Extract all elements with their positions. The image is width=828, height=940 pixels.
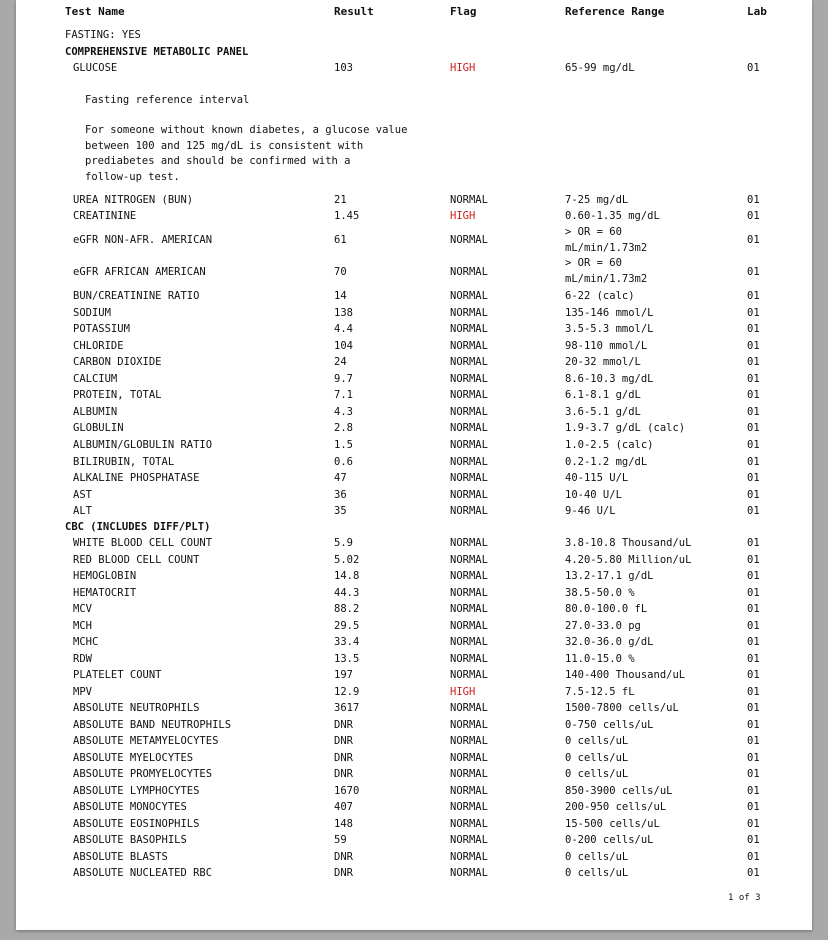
result-row-glucose [16, 60, 812, 76]
test-flag: NORMAL [450, 505, 488, 518]
test-lab: 01 [747, 867, 760, 879]
test-flag: NORMAL [450, 817, 488, 830]
fasting-line [16, 27, 812, 43]
test-result: DNR [334, 850, 353, 863]
test-reference: 850-3900 cells/uL [565, 784, 673, 797]
test-reference: 4.20-5.80 Million/uL [565, 553, 692, 566]
test-flag: NORMAL [450, 784, 488, 797]
test-flag: NORMAL [450, 751, 488, 764]
test-result: DNR [334, 867, 353, 879]
test-lab: 01 [747, 669, 760, 681]
test-name: ALBUMIN/GLOBULIN RATIO [73, 438, 213, 451]
test-result: 59 [334, 834, 347, 846]
result-row [16, 634, 812, 650]
test-flag: NORMAL [450, 553, 488, 566]
result-row [16, 192, 812, 208]
test-reference: 98-110 mmol/L [565, 339, 648, 352]
test-flag: NORMAL [450, 718, 488, 731]
test-name: ABSOLUTE BLASTS [73, 850, 168, 863]
test-result: 13.5 [334, 652, 360, 665]
test-name: RDW [73, 652, 92, 665]
test-name: MCHC [73, 636, 99, 648]
test-flag: NORMAL [450, 389, 488, 402]
test-name: GLOBULIN [73, 422, 124, 435]
test-reference: 0-750 cells/uL [565, 718, 654, 731]
test-result: DNR [334, 718, 353, 731]
section-cbc [16, 519, 812, 535]
col-flag: Flag [450, 5, 477, 18]
test-reference: 3.6-5.1 g/dL [565, 405, 641, 418]
result-row [16, 420, 812, 436]
test-flag: NORMAL [450, 194, 488, 206]
test-result: 12.9 [334, 685, 360, 698]
test-result: 1.45 [334, 210, 360, 222]
result-row [16, 700, 812, 716]
result-row [16, 437, 812, 453]
test-name: RED BLOOD CELL COUNT [73, 553, 200, 566]
test-name: HEMATOCRIT [73, 586, 137, 599]
test-reference: 0 cells/uL [565, 751, 629, 764]
result-row [16, 750, 812, 766]
test-reference: 1.0-2.5 (calc) [565, 438, 654, 451]
test-name: UREA NITROGEN (BUN) [73, 194, 194, 206]
col-test-name: Test Name [65, 5, 125, 18]
test-name: ABSOLUTE NEUTROPHILS [73, 702, 200, 714]
test-flag: NORMAL [450, 438, 488, 451]
test-name: PROTEIN, TOTAL [73, 389, 162, 402]
test-lab: 01 [747, 194, 760, 206]
test-name: GLUCOSE [73, 62, 118, 74]
test-flag: HIGH [450, 210, 476, 222]
test-result: 0.6 [334, 455, 353, 468]
test-name: CARBON DIOXIDE [73, 356, 162, 369]
result-row [16, 684, 812, 700]
col-result: Result [334, 5, 374, 18]
test-name: ABSOLUTE PROMYELOCYTES [73, 768, 213, 780]
test-lab: 01 [747, 234, 760, 246]
test-result: 29.5 [334, 619, 360, 632]
result-row [16, 585, 812, 601]
test-lab: 01 [747, 356, 760, 369]
test-name: ABSOLUTE MONOCYTES [73, 801, 187, 813]
test-flag: NORMAL [450, 603, 488, 615]
test-flag: NORMAL [450, 339, 488, 352]
test-lab: 01 [747, 505, 760, 518]
test-reference: 200-950 cells/uL [565, 801, 667, 813]
result-row [16, 470, 812, 486]
test-lab: 01 [747, 405, 760, 418]
result-row [16, 321, 812, 337]
test-flag: NORMAL [450, 266, 488, 278]
test-name: ABSOLUTE NUCLEATED RBC [73, 867, 213, 879]
test-flag: NORMAL [450, 850, 488, 863]
test-lab: 01 [747, 210, 760, 222]
test-lab: 01 [747, 266, 760, 278]
result-row [16, 288, 812, 304]
test-reference: mL/min/1.73m2 [565, 241, 648, 254]
test-name: ABSOLUTE MYELOCYTES [73, 751, 194, 764]
result-row [16, 487, 812, 503]
test-result: 36 [334, 488, 347, 501]
result-row [16, 264, 812, 280]
report-page [16, 0, 812, 930]
test-result: 61 [334, 234, 347, 246]
test-name: ALT [73, 505, 92, 518]
test-lab: 01 [747, 537, 760, 549]
test-reference: 80.0-100.0 fL [565, 603, 648, 615]
test-result: 14 [334, 290, 347, 302]
test-reference: 32.0-36.0 g/dL [565, 636, 654, 648]
test-result: 104 [334, 339, 353, 352]
test-result: 24 [334, 356, 347, 369]
test-reference: 0 cells/uL [565, 768, 629, 780]
test-name: CHLORIDE [73, 339, 124, 352]
result-row [16, 404, 812, 420]
test-flag: NORMAL [450, 619, 488, 632]
result-row [16, 232, 812, 248]
section-title: CBC (INCLUDES DIFF/PLT) [65, 521, 211, 533]
test-lab: 01 [747, 455, 760, 468]
result-row [16, 832, 812, 848]
test-reference: 7.5-12.5 fL [565, 685, 635, 698]
test-reference: 8.6-10.3 mg/dL [565, 372, 654, 385]
test-flag: NORMAL [450, 652, 488, 665]
test-result: 9.7 [334, 372, 353, 385]
test-flag: NORMAL [450, 234, 488, 246]
test-result: DNR [334, 751, 353, 764]
test-flag: NORMAL [450, 422, 488, 435]
result-row [16, 208, 812, 224]
test-lab: 01 [747, 652, 760, 665]
test-reference: 1.9-3.7 g/dL (calc) [565, 422, 686, 435]
test-lab: 01 [747, 306, 760, 319]
test-name: ALBUMIN [73, 405, 118, 418]
test-flag: NORMAL [450, 834, 488, 846]
test-result: 4.4 [334, 323, 353, 336]
test-result: 5.9 [334, 537, 353, 549]
test-result: 47 [334, 472, 347, 485]
result-row [16, 865, 812, 881]
result-row [16, 535, 812, 551]
test-reference: > OR = 60 [565, 226, 622, 238]
test-lab: 01 [747, 685, 760, 698]
test-reference: 1500-7800 cells/uL [565, 702, 679, 714]
result-row [16, 667, 812, 683]
test-reference: 15-500 cells/uL [565, 817, 660, 830]
test-result: 70 [334, 266, 347, 278]
test-name: WHITE BLOOD CELL COUNT [73, 537, 213, 549]
test-reference: 0 cells/uL [565, 867, 629, 879]
test-result: 407 [334, 801, 353, 813]
test-lab: 01 [747, 323, 760, 336]
test-lab: 01 [747, 472, 760, 485]
test-lab: 01 [747, 784, 760, 797]
test-lab: 01 [747, 801, 760, 813]
page-number: 1 of 3 [728, 893, 761, 903]
test-lab: 01 [747, 718, 760, 731]
section-title: COMPREHENSIVE METABOLIC PANEL [65, 46, 249, 58]
test-reference: 9-46 U/L [565, 505, 616, 518]
test-flag: NORMAL [450, 472, 488, 485]
test-name: ABSOLUTE LYMPHOCYTES [73, 784, 200, 797]
test-name: ABSOLUTE METAMYELOCYTES [73, 735, 219, 747]
glucose-note-line: follow-up test. [85, 170, 180, 183]
test-name: HEMOGLOBIN [73, 570, 137, 582]
test-name: BUN/CREATININE RATIO [73, 290, 200, 302]
test-flag: NORMAL [450, 290, 488, 302]
test-name: AST [73, 488, 92, 501]
test-name: BILIRUBIN, TOTAL [73, 455, 175, 468]
glucose-note-line: prediabetes and should be confirmed with a [85, 155, 351, 167]
test-name: CALCIUM [73, 372, 118, 385]
test-lab: 01 [747, 422, 760, 435]
test-name: PLATELET COUNT [73, 669, 162, 681]
test-result: 88.2 [334, 603, 360, 615]
test-flag: NORMAL [450, 735, 488, 747]
test-result: 3617 [334, 702, 360, 714]
glucose-note-title: Fasting reference interval [85, 94, 250, 106]
result-row [16, 816, 812, 832]
test-reference: 3.5-5.3 mmol/L [565, 323, 654, 336]
test-name: CREATININE [73, 210, 137, 222]
test-reference: 7-25 mg/dL [565, 194, 629, 206]
test-lab: 01 [747, 636, 760, 648]
test-result: 5.02 [334, 553, 360, 566]
result-row [16, 503, 812, 519]
test-lab: 01 [747, 834, 760, 846]
test-lab: 01 [747, 619, 760, 632]
test-lab: 01 [747, 372, 760, 385]
result-row [16, 783, 812, 799]
test-reference: 10-40 U/L [565, 488, 622, 501]
column-header [16, 4, 812, 20]
test-name: MCV [73, 603, 92, 615]
test-flag: NORMAL [450, 801, 488, 813]
result-row [16, 454, 812, 470]
test-flag: NORMAL [450, 867, 488, 879]
result-row [16, 601, 812, 617]
result-row [16, 799, 812, 815]
test-lab: 01 [747, 586, 760, 599]
test-flag: NORMAL [450, 636, 488, 648]
test-reference: 0-200 cells/uL [565, 834, 654, 846]
test-lab: 01 [747, 570, 760, 582]
col-reference-range: Reference Range [565, 5, 665, 18]
section-cmp [16, 44, 812, 60]
test-flag: NORMAL [450, 372, 488, 385]
result-row [16, 568, 812, 584]
test-name: ALKALINE PHOSPHATASE [73, 472, 200, 485]
test-lab: 01 [747, 817, 760, 830]
test-reference: 140-400 Thousand/uL [565, 669, 686, 681]
result-row [16, 387, 812, 403]
test-flag: NORMAL [450, 405, 488, 418]
result-row [16, 552, 812, 568]
test-flag: NORMAL [450, 702, 488, 714]
test-lab: 01 [747, 553, 760, 566]
test-reference: mL/min/1.73m2 [565, 272, 648, 285]
test-lab: 01 [747, 603, 760, 615]
test-reference: 0 cells/uL [565, 850, 629, 863]
test-reference: 0.60-1.35 mg/dL [565, 210, 660, 222]
test-lab: 01 [747, 751, 760, 764]
test-result: 148 [334, 817, 353, 830]
test-flag: NORMAL [450, 323, 488, 336]
test-flag: HIGH [450, 685, 476, 698]
test-result: DNR [334, 768, 353, 780]
test-reference: 38.5-50.0 % [565, 586, 635, 599]
test-name: POTASSIUM [73, 323, 130, 336]
test-reference: 20-32 mmol/L [565, 356, 641, 369]
test-reference: 13.2-17.1 g/dL [565, 570, 654, 582]
test-reference: 0 cells/uL [565, 735, 629, 747]
test-flag: NORMAL [450, 669, 488, 681]
test-result: 4.3 [334, 405, 353, 418]
test-lab: 01 [747, 702, 760, 714]
test-result: 7.1 [334, 389, 353, 402]
test-flag: NORMAL [450, 455, 488, 468]
test-result: 35 [334, 505, 347, 518]
test-flag: NORMAL [450, 768, 488, 780]
result-row [16, 618, 812, 634]
test-lab: 01 [747, 389, 760, 402]
test-lab: 01 [747, 488, 760, 501]
test-name: MPV [73, 685, 92, 698]
test-result: 138 [334, 306, 353, 319]
test-name: ABSOLUTE BAND NEUTROPHILS [73, 718, 232, 731]
test-flag: NORMAL [450, 537, 488, 549]
test-reference: 65-99 mg/dL [565, 62, 635, 74]
test-flag: NORMAL [450, 586, 488, 599]
test-result: 33.4 [334, 636, 360, 648]
result-row [16, 733, 812, 749]
test-reference: 135-146 mmol/L [565, 306, 654, 319]
test-result: 14.8 [334, 570, 360, 582]
test-flag: NORMAL [450, 488, 488, 501]
test-lab: 01 [747, 62, 760, 74]
result-row [16, 338, 812, 354]
test-result: 2.8 [334, 422, 353, 435]
result-row [16, 305, 812, 321]
result-row [16, 354, 812, 370]
test-lab: 01 [747, 339, 760, 352]
test-reference: 6.1-8.1 g/dL [565, 389, 641, 402]
glucose-note-line: For someone without known diabetes, a glucose value [85, 124, 408, 136]
test-name: ABSOLUTE EOSINOPHILS [73, 817, 200, 830]
test-result: 103 [334, 62, 353, 74]
test-flag: HIGH [450, 62, 476, 74]
test-name: eGFR AFRICAN AMERICAN [73, 266, 206, 278]
test-result: 197 [334, 669, 353, 681]
test-reference: 11.0-15.0 % [565, 652, 635, 665]
result-row [16, 371, 812, 387]
result-row [16, 849, 812, 865]
test-reference: 3.8-10.8 Thousand/uL [565, 537, 692, 549]
glucose-note-line: between 100 and 125 mg/dL is consistent with [85, 139, 364, 152]
test-reference: 0.2-1.2 mg/dL [565, 455, 648, 468]
result-row [16, 651, 812, 667]
test-result: 1.5 [334, 438, 353, 451]
test-name: SODIUM [73, 306, 111, 319]
test-lab: 01 [747, 438, 760, 451]
result-row [16, 766, 812, 782]
test-result: 21 [334, 194, 347, 206]
test-lab: 01 [747, 735, 760, 747]
test-result: 1670 [334, 784, 360, 797]
test-flag: NORMAL [450, 570, 488, 582]
test-lab: 01 [747, 290, 760, 302]
test-reference: > OR = 60 [565, 257, 622, 269]
test-reference: 6-22 (calc) [565, 290, 635, 302]
test-flag: NORMAL [450, 356, 488, 369]
test-name: eGFR NON-AFR. AMERICAN [73, 234, 213, 246]
test-name: MCH [73, 619, 92, 632]
result-row [16, 717, 812, 733]
test-reference: 40-115 U/L [565, 472, 629, 485]
test-name: ABSOLUTE BASOPHILS [73, 834, 187, 846]
test-result: 44.3 [334, 586, 360, 599]
test-result: DNR [334, 735, 353, 747]
col-lab: Lab [747, 5, 767, 18]
fasting-status: FASTING: YES [65, 29, 141, 41]
test-lab: 01 [747, 850, 760, 863]
test-flag: NORMAL [450, 306, 488, 319]
test-lab: 01 [747, 768, 760, 780]
test-reference: 27.0-33.0 pg [565, 619, 641, 632]
